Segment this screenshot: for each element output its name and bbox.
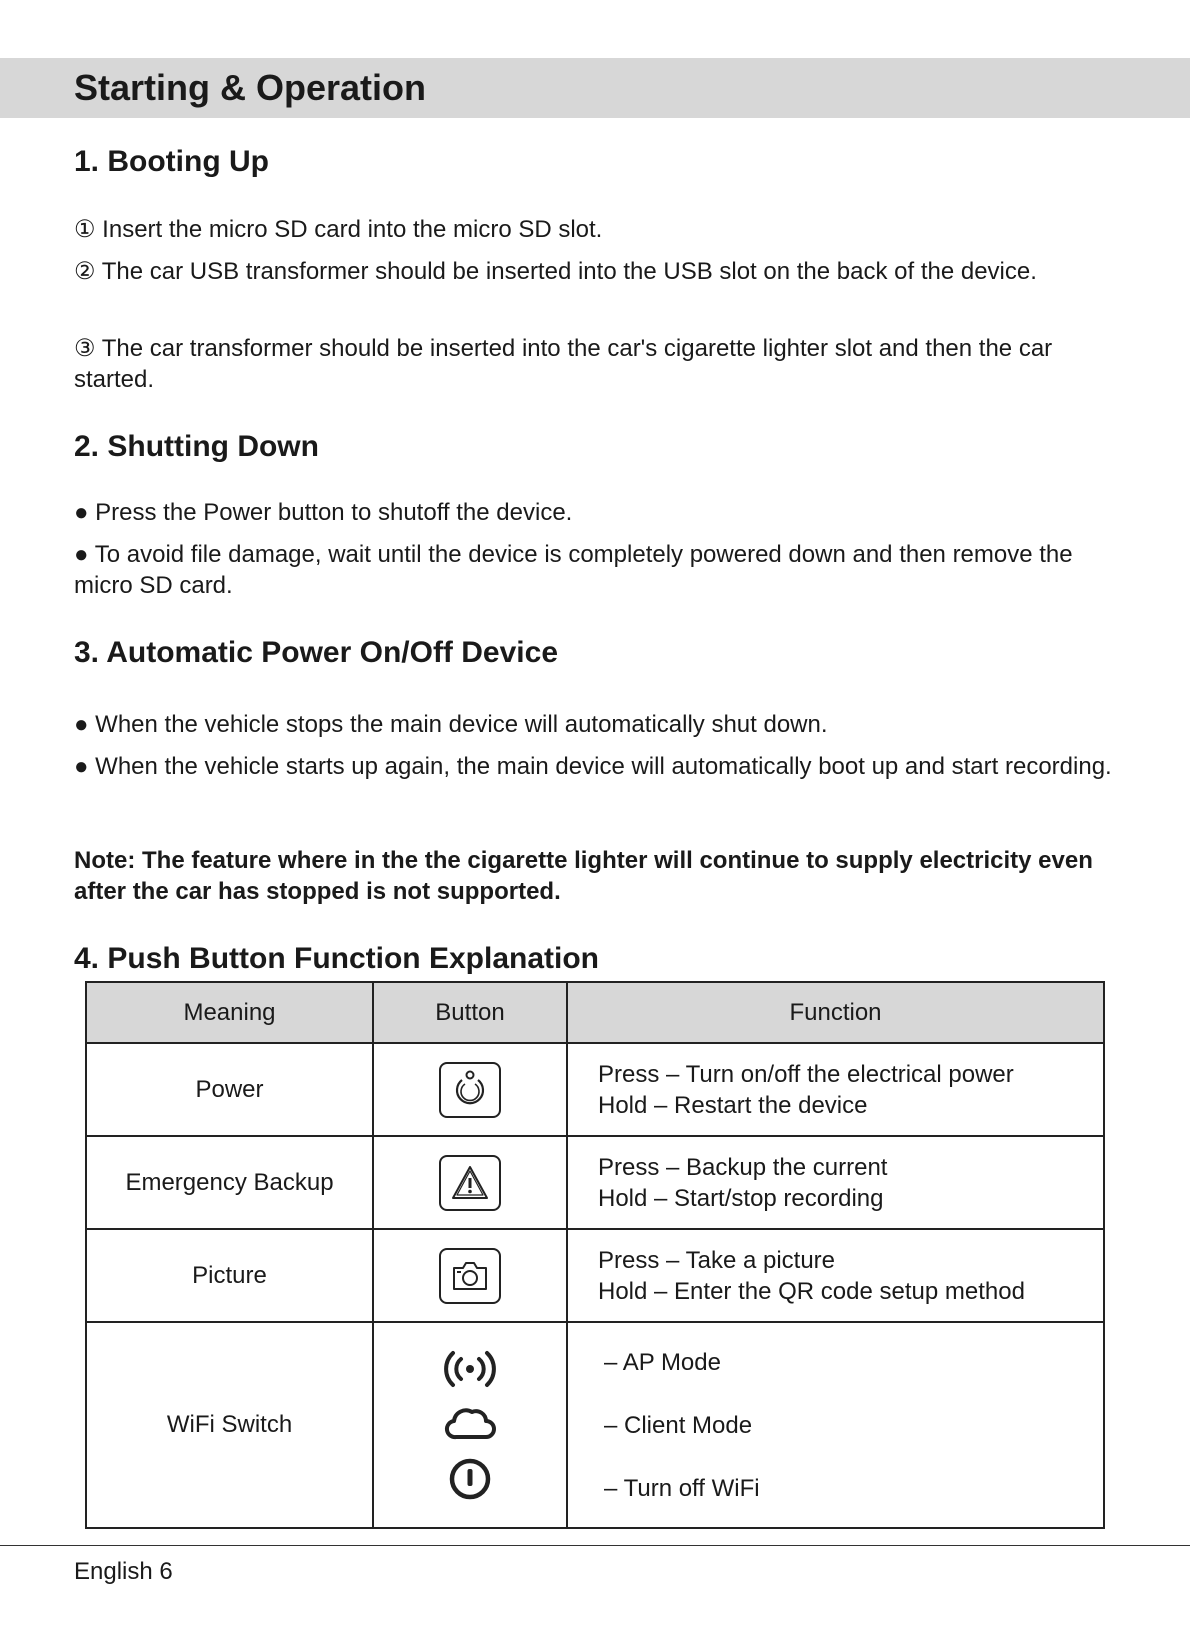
function-emergency-press: Press – Backup the current: [598, 1153, 888, 1181]
section-heading-shutting-down: 2. Shutting Down: [74, 430, 319, 463]
warning-icon: [446, 1160, 494, 1206]
meaning-picture: Picture: [86, 1229, 373, 1322]
wifi-broadcast-icon: [442, 1349, 498, 1389]
section-heading-auto-power: 3. Automatic Power On/Off Device: [74, 636, 558, 669]
footer-page-label: English 6: [74, 1558, 173, 1585]
meaning-emergency-backup: Emergency Backup: [86, 1136, 373, 1229]
table-row: [86, 1229, 1104, 1322]
function-power-hold: Hold – Restart the device: [598, 1091, 868, 1119]
power-off-icon: [442, 1457, 498, 1501]
emergency-button-box: [439, 1155, 501, 1211]
note: Note: The feature where in the the cigarette lighter will continue to supply electricity even after the car has stopped is not supported.: [74, 847, 1093, 905]
function-wifi-off: – Turn off WiFi: [604, 1474, 760, 1502]
auto-power-item-2: ● When the vehicle starts up again, the main device will automatically boot up and start recording.: [74, 753, 1112, 780]
cloud-icon: [442, 1403, 498, 1443]
section-heading-booting-up: 1. Booting Up: [74, 145, 269, 178]
function-wifi-ap: – AP Mode: [604, 1348, 721, 1376]
booting-step-3: ③ The car transformer should be inserted into the car's cigarette lighter slot and then the car started.: [74, 335, 1053, 393]
picture-button-box: [439, 1248, 501, 1304]
push-button-table: [85, 981, 1105, 1529]
page-title: Starting & Operation: [74, 67, 427, 108]
meaning-wifi-switch: WiFi Switch: [86, 1322, 373, 1528]
auto-power-item-1: ● When the vehicle stops the main device will automatically shut down.: [74, 711, 828, 738]
camera-icon: [446, 1253, 494, 1299]
header-meaning: Meaning: [86, 982, 373, 1043]
meaning-power: Power: [86, 1043, 373, 1136]
function-power-press: Press – Turn on/off the electrical power: [598, 1060, 1014, 1088]
table-header-row: [86, 982, 1104, 1043]
table-row: [86, 1322, 1104, 1528]
function-picture-hold: Hold – Enter the QR code setup method: [598, 1277, 1025, 1305]
shutdown-item-2: ● To avoid file damage, wait until the device is completely powered down and then remove the micro SD card.: [74, 541, 1073, 599]
footer-divider: [0, 1545, 1190, 1546]
header-function: Function: [567, 982, 1104, 1043]
header-button: Button: [373, 982, 567, 1043]
table-row: [86, 1136, 1104, 1229]
shutdown-item-1: ● Press the Power button to shutoff the device.: [74, 499, 573, 526]
section-heading-push-button: 4. Push Button Function Explanation: [74, 942, 599, 975]
power-icon: [446, 1067, 494, 1113]
function-picture-press: Press – Take a picture: [598, 1246, 836, 1274]
booting-step-1: ① Insert the micro SD card into the micro SD slot.: [74, 216, 603, 243]
power-button-box: [439, 1062, 501, 1118]
table-row: [86, 1043, 1104, 1136]
booting-step-2: ② The car USB transformer should be inserted into the USB slot on the back of the device.: [74, 258, 1037, 285]
function-wifi-client: – Client Mode: [604, 1411, 753, 1439]
function-emergency-hold: Hold – Start/stop recording: [598, 1184, 884, 1212]
